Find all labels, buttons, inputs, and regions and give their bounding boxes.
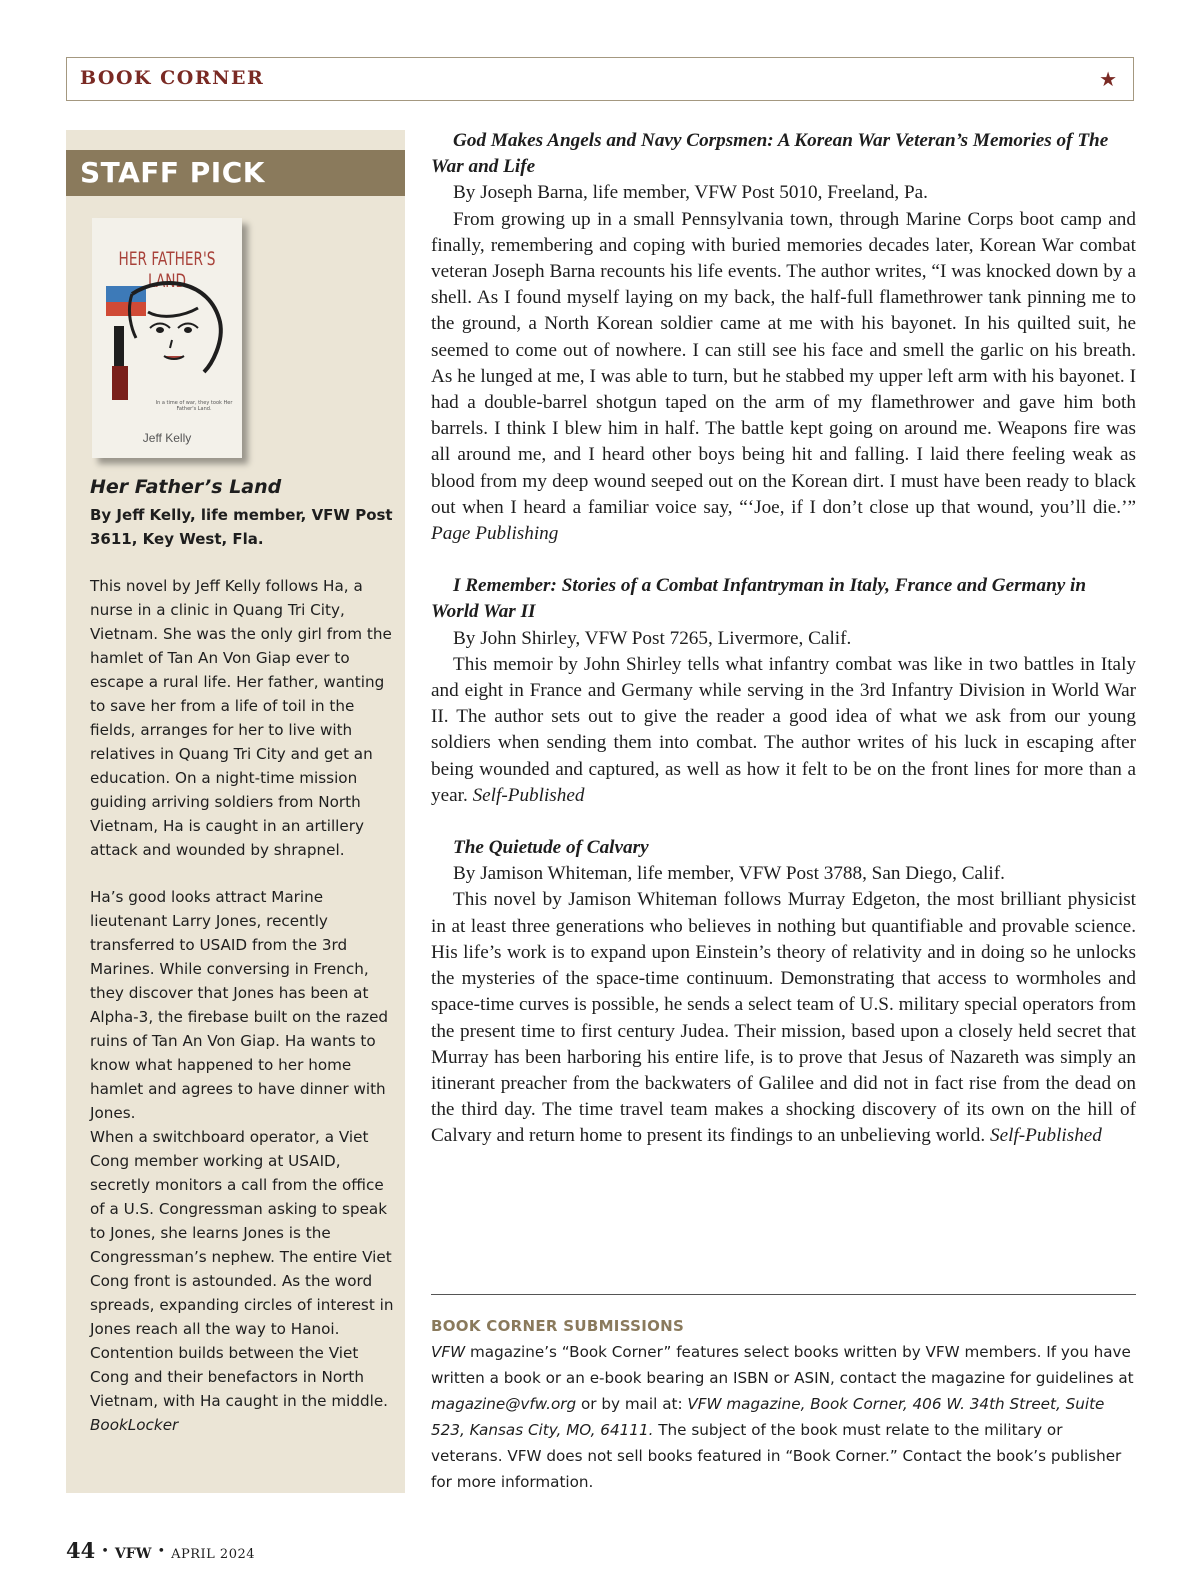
publisher-name: Self-Published xyxy=(472,784,585,806)
mailing-address: VFW magazine, Book Corner, 406 W. 34th Street, Suite 523, Kansas City, MO, 64111. xyxy=(431,1395,1105,1439)
submissions-text-part: magazine’s “Book Corner” features select books written by VFW members. If you have written a book or an e-book bearing an ISBN or ASIN, contact the magazine for guidelines at xyxy=(431,1343,1134,1387)
review-title: I Remember: Stories of a Combat Infantryman in Italy, France and Germany in World War II xyxy=(431,575,1087,623)
star-icon: ★ xyxy=(1099,67,1117,91)
email-link[interactable]: magazine@vfw.org xyxy=(431,1395,577,1413)
review-body xyxy=(431,887,1136,1149)
review-body xyxy=(431,207,1136,548)
paragraph-text: When a switchboard operator, a Viet Cong member working at USAID, secretly monitors a call from the office of a U.S. Congressman asking to speak to Jones, she learns Jones is the Congressman’s nephew. The entire Viet Cong front is astounded. As the word spreads, expanding circles of interest in Jones reach all the way to Hanoi. Contention builds between the Viet Cong and their benefactors in North Vietnam, with Ha caught in the middle. xyxy=(90,1128,394,1410)
staff-pick-paragraph xyxy=(90,1125,398,1437)
review-text: This memoir by John Shirley tells what infantry combat was like in two battles in Italy and eight in France and Germany while serving in the 3rd Infantry Division in World War II. The author sets out to give the reader a good idea of what we ask from our young soldiers when sending them into combat. The author writes of his luck in escaping after being wounded and captured, as well as how it felt to be on the front lines for more than a year. xyxy=(431,653,1136,806)
section-header xyxy=(66,57,1134,101)
submissions-text-part: or by mail at: xyxy=(576,1395,688,1413)
cover-author: Jeff Kelly xyxy=(142,431,192,445)
submissions-heading: BOOK CORNER SUBMISSIONS xyxy=(431,1317,685,1335)
book-review xyxy=(431,128,1136,547)
section-title: BOOK CORNER xyxy=(80,67,265,89)
review-body xyxy=(431,652,1136,809)
issue-date: APRIL 2024 xyxy=(171,1547,256,1562)
review-byline: By John Shirley, VFW Post 7265, Livermore, Calif. xyxy=(453,627,852,649)
magazine-name: VFW xyxy=(431,1343,466,1361)
publisher-name: Page Publishing xyxy=(431,523,559,545)
staff-pick-book-title: Her Father’s Land xyxy=(90,476,282,498)
book-cover-image xyxy=(92,218,242,458)
page-footer xyxy=(66,1538,255,1563)
submissions-text xyxy=(431,1339,1136,1495)
cover-title: HER FATHER'S LAND xyxy=(118,248,216,292)
book-review xyxy=(431,835,1136,1149)
review-text: From growing up in a small Pennsylvania town, through Marine Corps boot camp and finally, remembering and coping with buried memories decades later, Korean War combat veteran Joseph Barna recounts his life events. The author writes, “I was knocked down by a shell. As I found myself laying on my back, the half-full flamethrower tank pinning me to the ground, a North Korean soldier came at me with his bayonet. In his quilted suit, he seemed to come out of nowhere. I can still see his face and smell the garlic on his breath. As he lunged at me, I was able to turn, but he stabbed my upper left arm with his bayonet. I had a double-barrel shotgun taped on the arm of my flamethrower and gave him both barrels. I think I blew him in half. The battle kept going on around me. Weapons fire was all around me, and I heard other boys being hit and falling. I laid there feeling weak as blood from my deep wound seeped out on the Korean dirt. I must have been ready to black out when I heard a familiar voice say, “‘Joe, if I don’t close up that wound, you’ll die.’” xyxy=(431,208,1136,518)
submissions-box xyxy=(431,1313,1136,1495)
reviews-column xyxy=(431,128,1136,1176)
publisher-name: BookLocker xyxy=(90,1416,179,1434)
section-divider xyxy=(431,1294,1136,1295)
page-number: 44 xyxy=(66,1538,96,1563)
footer-magazine: VFW xyxy=(114,1546,152,1562)
review-title: God Makes Angels and Navy Corpsmen: A Korean War Veteran’s Memories of The War and Life xyxy=(431,130,1109,178)
review-byline: By Joseph Barna, life member, VFW Post 5010, Freeland, Pa. xyxy=(453,182,928,204)
review-text: This novel by Jamison Whiteman follows Murray Edgeton, the most brilliant physicist in at least three generations who believes in nothing but quantifiable and provable science. His life’s work is to expand upon Einstein’s theory of relativity and in doing so he unlocks the mysteries of the space-time continuum. Demonstrating that access to wormholes and space-time curves is possible, he sends a select team of U.S. military special operators from the present time to first century Judea. Their mission, based upon a closely held secret that Murray has been harboring his entire life, is to prove that Jesus of Nazareth was simply an itinerant preacher from the backwaters of Galilee and did not in fact rise from the dead on the third day. The time travel team makes a shocking discovery of its own on the hill of Calvary and return home to present its findings to an unbelieving world. xyxy=(431,889,1136,1147)
staff-pick-badge: STAFF PICK xyxy=(66,150,405,196)
review-title: The Quietude of Calvary xyxy=(453,837,649,859)
staff-pick-byline: By Jeff Kelly, life member, VFW Post 3611, Key West, Fla. xyxy=(90,506,393,548)
separator-dot-icon: • xyxy=(157,1544,166,1559)
publisher-name: Self-Published xyxy=(990,1125,1102,1147)
cover-tagline: In a time of war, they took Her Father's Land. xyxy=(155,400,233,412)
submissions-text-part: The subject of the book must relate to the military or veterans. VFW does not sell books featured in “Book Corner.” Contact the book’s publisher for more information. xyxy=(431,1421,1122,1491)
separator-dot-icon: • xyxy=(101,1544,109,1559)
staff-pick-sidebar xyxy=(66,130,405,1493)
review-byline: By Jamison Whiteman, life member, VFW Post 3788, San Diego, Calif. xyxy=(453,863,1005,885)
staff-pick-paragraph: Ha’s good looks attract Marine lieutenant Larry Jones, recently transferred to USAID from the 3rd Marines. While conversing in French, they discover that Jones has been at Alpha-3, the firebase built on the razed ruins of Tan An Von Giap. Ha wants to know what happened to her home hamlet and agrees to have dinner with Jones. xyxy=(90,888,389,1122)
staff-pick-paragraph: This novel by Jeff Kelly follows Ha, a nurse in a clinic in Quang Tri City, Vietnam. She was the only girl from the hamlet of Tan An Von Giap ever to escape a rural life. Her father, wanting to save her from a life of toil in the fields, arranges for her to live with relatives in Quang Tri City and get an education. On a night-time mission guiding arriving soldiers from North Vietnam, Ha is caught in an artillery attack and wounded by shrapnel. xyxy=(90,577,392,859)
book-review xyxy=(431,573,1136,809)
